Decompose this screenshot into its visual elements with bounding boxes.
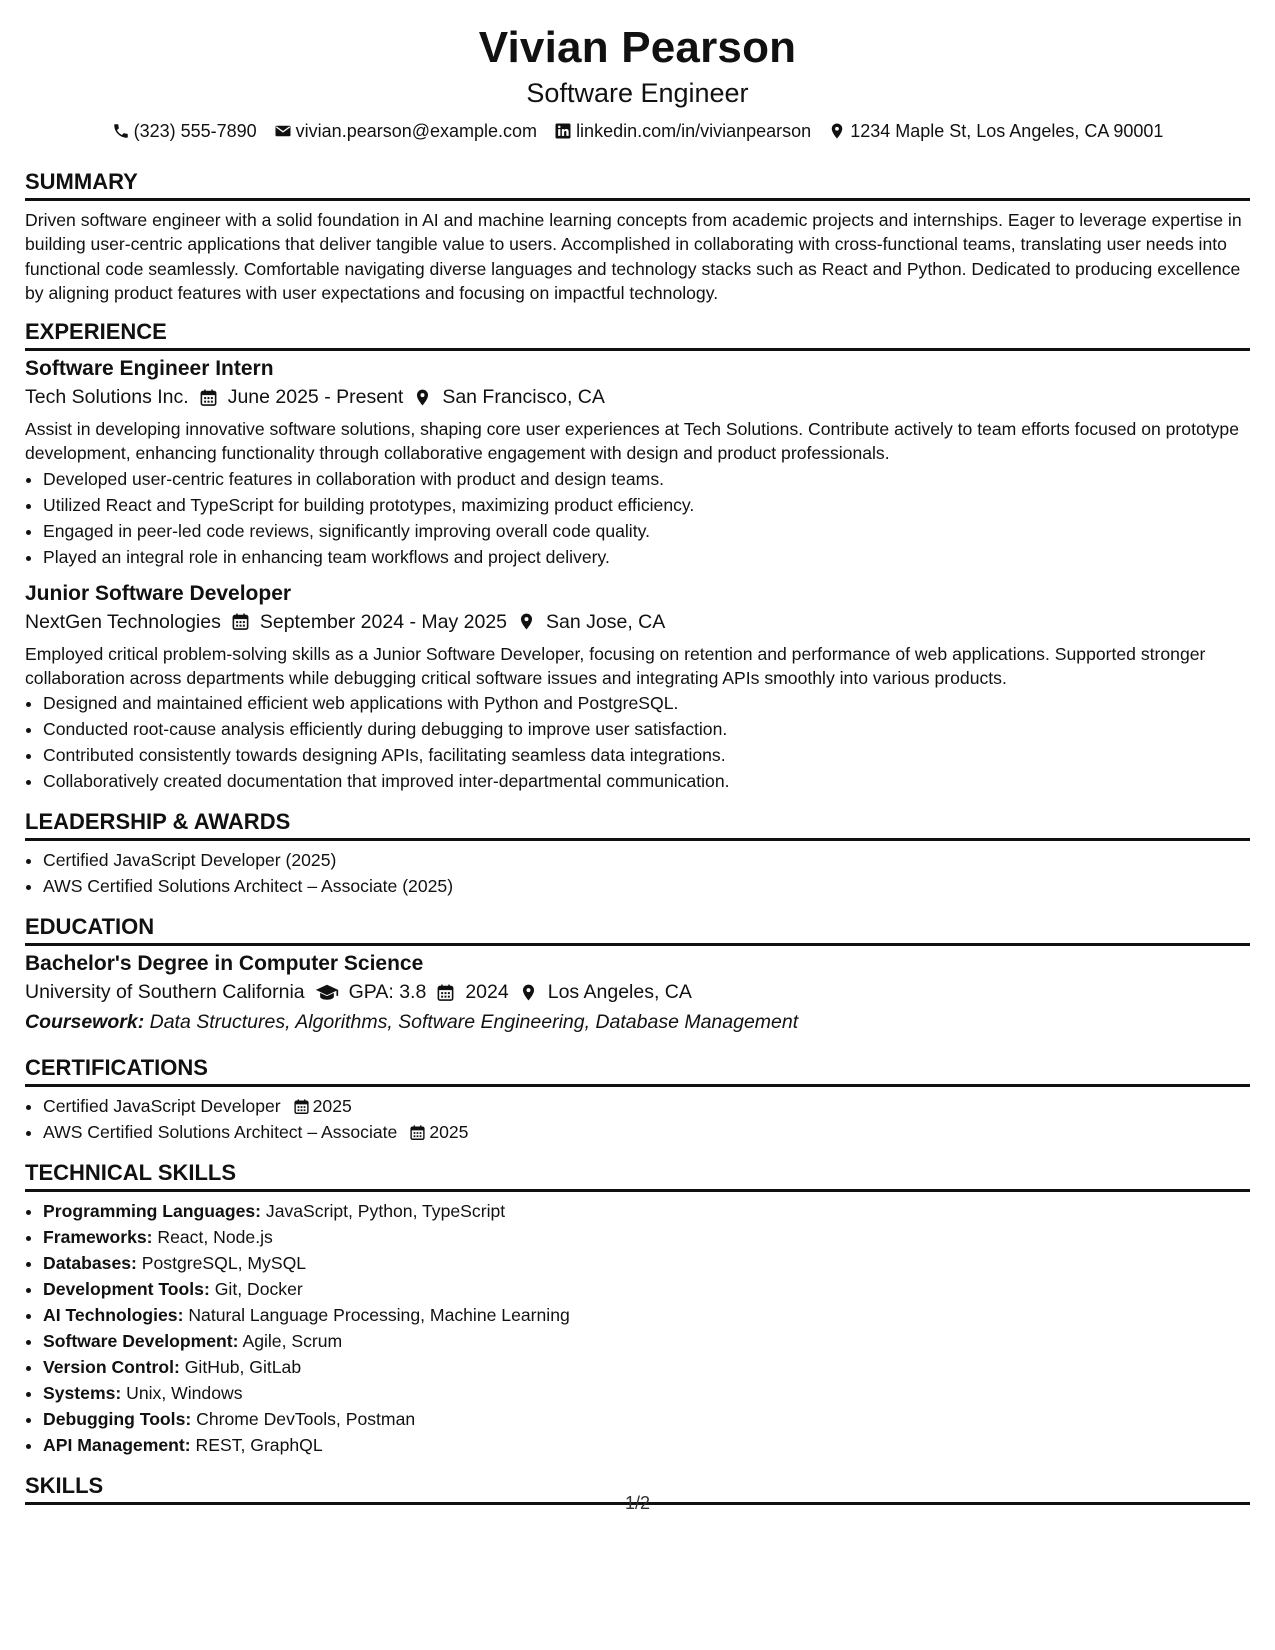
coursework-label: Coursework: [25, 1011, 145, 1034]
contact-phone [112, 118, 257, 144]
contact-phone-text: (323) 555-7890 [133, 121, 257, 141]
skill-value: React, Node.js [157, 1227, 273, 1248]
list-item: • Engaged in peer-led code reviews, significantly improving overall code quality. [43, 518, 1250, 544]
education-heading: EDUCATION [25, 913, 1250, 946]
list-item [43, 1406, 1250, 1432]
job-dates: September 2024 - May 2025 [259, 610, 508, 633]
contact-linkedin-text: linkedin.com/in/vivianpearson [576, 121, 812, 141]
skill-label: Systems: [43, 1383, 122, 1404]
job-entry [25, 580, 1250, 795]
skill-value: JavaScript, Python, TypeScript [265, 1201, 506, 1222]
list-item: • Played an integral role in enhancing team workflows and project delivery. [43, 544, 1250, 570]
certification-name: • Certified JavaScript Developer [43, 1096, 281, 1117]
education-school: University of Southern California [25, 981, 305, 1004]
contact-email[interactable] [274, 118, 537, 144]
skill-label: Version Control: [43, 1357, 180, 1378]
leadership-section [25, 808, 1250, 899]
contact-address-text: 1234 Maple St, Los Angeles, CA 90001 [850, 121, 1164, 141]
skill-value: Unix, Windows [126, 1383, 243, 1404]
certification-name: • AWS Certified Solutions Architect – Associate [43, 1122, 398, 1143]
map-pin-icon [828, 122, 846, 140]
resume-page [25, 0, 1250, 1650]
map-pin-icon [413, 388, 432, 407]
skill-label: Debugging Tools: [43, 1409, 192, 1430]
calendar-icon [293, 1098, 310, 1115]
certifications-section [25, 1054, 1250, 1145]
skill-label: API Management: [43, 1435, 191, 1456]
linkedin-icon [554, 122, 572, 140]
certification-year: 2025 [429, 1122, 469, 1143]
leadership-list [25, 847, 1250, 899]
list-item: • Developed user-centric features in collaboration with product and design teams. [43, 466, 1250, 492]
job-location: San Francisco, CA [442, 386, 605, 409]
job-title: Software Engineer Intern [25, 357, 274, 381]
list-item [43, 1198, 1250, 1224]
list-item [43, 1354, 1250, 1380]
summary-text: Driven software engineer with a solid foundation in AI and machine learning concepts from academic projects and internships. Eager to leverage expertise in building user-centric applications that deliver tangible value to users. Accomplished in collaborating with cross-functional teams, translating user needs into functional code seamlessly. Comfortable navigating diverse languages and technology stacks such as React and Python. Dedicated to producing excellence by aligning product features with user expectations and focusing on impactful technology. [25, 210, 1242, 303]
skill-value: Git, Docker [214, 1279, 303, 1300]
technical-skills-section [25, 1159, 1250, 1458]
envelope-icon [274, 122, 292, 140]
job-title: Junior Software Developer [25, 581, 292, 605]
job-meta [25, 383, 1250, 411]
list-item [43, 1328, 1250, 1354]
map-pin-icon [517, 612, 536, 631]
experience-section [25, 318, 1250, 794]
list-item [43, 1224, 1250, 1250]
skill-label: Development Tools: [43, 1279, 210, 1300]
job-bullets [25, 690, 1250, 794]
list-item: • AWS Certified Solutions Architect – Associate (2025) [43, 873, 1250, 899]
contact-email-text: vivian.pearson@example.com [295, 121, 538, 141]
phone-icon [112, 122, 130, 140]
list-item: • Designed and maintained efficient web applications with Python and PostgreSQL. [43, 690, 1250, 716]
skill-value: Chrome DevTools, Postman [196, 1409, 416, 1430]
job-entry [25, 355, 1250, 570]
job-location: San Jose, CA [546, 610, 666, 633]
skill-label: AI Technologies: [43, 1305, 184, 1326]
list-item [43, 1432, 1250, 1458]
coursework-text: Data Structures, Algorithms, Software Engineering, Database Management [149, 1011, 799, 1034]
education-coursework [25, 1008, 1250, 1036]
job-company: NextGen Technologies [25, 610, 221, 633]
list-item [43, 1119, 1250, 1145]
leadership-heading: LEADERSHIP & AWARDS [25, 808, 1250, 841]
certifications-list [25, 1093, 1250, 1145]
graduation-cap-icon [315, 983, 339, 1002]
job-bullets [25, 466, 1250, 570]
job-description: Assist in developing innovative software solutions, shaping core user experiences at Tech Solutions. Contribute actively to team efforts focused on prototype development, enhancing functionality through collaborative engagement with design and product professionals. [25, 419, 1240, 464]
education-degree: Bachelor's Degree in Computer Science [25, 952, 424, 976]
technical-skills-heading: TECHNICAL SKILLS [25, 1159, 1250, 1192]
skill-value: REST, GraphQL [195, 1435, 323, 1456]
certifications-heading: CERTIFICATIONS [25, 1054, 1250, 1087]
skill-label: Frameworks: [43, 1227, 153, 1248]
skill-value: PostgreSQL, MySQL [141, 1253, 307, 1274]
skill-label: Programming Languages: [43, 1201, 261, 1222]
page-number: 1/2 [624, 1493, 651, 1513]
skill-value: Natural Language Processing, Machine Learning [188, 1305, 570, 1326]
contact-bar [25, 118, 1250, 144]
list-item [43, 1302, 1250, 1328]
skill-label: Databases: [43, 1253, 137, 1274]
list-item [43, 1250, 1250, 1276]
experience-heading: EXPERIENCE [25, 318, 1250, 351]
job-meta [25, 608, 1250, 636]
list-item: • Collaboratively created documentation that improved inter-departmental communication. [43, 768, 1250, 794]
list-item [43, 1276, 1250, 1302]
job-description: Employed critical problem-solving skills as a Junior Software Developer, focusing on retention and performance of web applications. Supported stronger collaboration across departments while debugging critical software issues and integrating APIs smoothly into various products. [25, 643, 1206, 689]
job-dates: June 2025 - Present [227, 386, 404, 409]
education-meta [25, 978, 1250, 1006]
list-item [43, 1093, 1250, 1119]
calendar-icon [199, 388, 218, 407]
skill-value: GitHub, GitLab [184, 1357, 302, 1378]
list-item: • Conducted root-cause analysis efficiently during debugging to improve user satisfaction. [43, 716, 1250, 742]
resume-header [25, 20, 1250, 144]
list-item [43, 1380, 1250, 1406]
certification-year: 2025 [312, 1096, 352, 1117]
candidate-name: Vivian Pearson [478, 23, 797, 72]
education-location: Los Angeles, CA [547, 981, 692, 1004]
skill-value: Agile, Scrum [242, 1331, 343, 1352]
list-item: • Contributed consistently towards designing APIs, facilitating seamless data integrations. [43, 742, 1250, 768]
education-year: 2024 [465, 981, 509, 1004]
job-company: Tech Solutions Inc. [25, 386, 189, 409]
calendar-icon [436, 983, 455, 1002]
contact-linkedin[interactable] [554, 118, 811, 144]
summary-heading: SUMMARY [25, 168, 1250, 201]
education-gpa: GPA: 3.8 [348, 981, 427, 1004]
certification-date [293, 1093, 352, 1119]
calendar-icon [409, 1124, 426, 1141]
education-section [25, 913, 1250, 1036]
skill-label: Software Development: [43, 1331, 239, 1352]
map-pin-icon [519, 983, 538, 1002]
skills-heading: SKILLS [25, 1472, 1250, 1505]
list-item: • Utilized React and TypeScript for building prototypes, maximizing product efficiency. [43, 492, 1250, 518]
candidate-title: Software Engineer [526, 78, 749, 108]
list-item: • Certified JavaScript Developer (2025) [43, 847, 1250, 873]
calendar-icon [231, 612, 250, 631]
contact-address [828, 118, 1163, 144]
technical-skills-list [25, 1198, 1250, 1458]
summary-section [25, 168, 1250, 305]
certification-date [409, 1119, 468, 1145]
